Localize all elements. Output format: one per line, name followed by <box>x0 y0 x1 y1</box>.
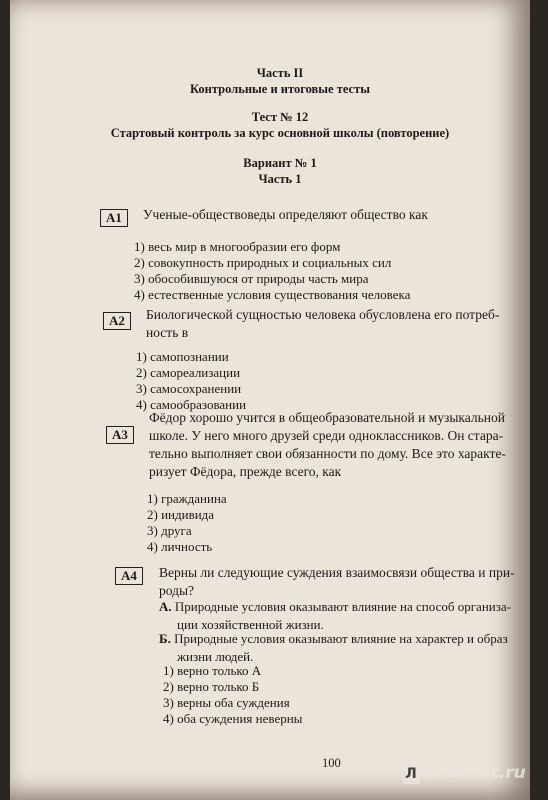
a2-option-1: 1) самопознании <box>136 349 229 364</box>
a2-option-2: 2) самореализации <box>136 365 241 380</box>
watermark <box>402 763 526 784</box>
part-title: Часть II <box>256 66 304 80</box>
a1-option-1: 1) весь мир в многообразии его форм <box>134 239 341 254</box>
a4-statement-b: Б. Природные условия оказывают влияние на характер и образ жизни людей. <box>159 631 508 664</box>
a3-option-3: 3) друга <box>147 523 192 538</box>
question-code-a2: A2 <box>103 312 131 330</box>
question-text-a3: Фёдор хорошо учится в общеобразовательной и музыкальной школе. У него много друзей среди одноклассников. Он стара- тельно выполняет свои обязанности по дому. Все это характе- ризует Фёдора, прежде всего, как <box>149 410 506 479</box>
question-text-a2: Биологической сущностью человека обусловлена его потреб- ность в <box>146 307 500 340</box>
a1-option-2: 2) совокупность природных и социальных сил <box>134 255 392 270</box>
a4-option-4: 4) оба суждения неверны <box>163 711 303 726</box>
a4-statement-a: А. Природные условия оказывают влияние на способ организа- ции хозяйственной жизни. <box>159 599 511 632</box>
section-title: Часть 1 <box>258 172 302 186</box>
page-number: 100 <box>322 756 341 770</box>
labirint-logo-icon: Л <box>402 764 420 784</box>
a2-option-4: 4) самообразовании <box>136 397 247 412</box>
question-text-a4: Верны ли следующие суждения взаимосвязи общества и при- роды? <box>159 565 515 598</box>
a1-option-3: 3) обособившуюся от природы часть мира <box>134 271 369 286</box>
part-subtitle: Контрольные и итоговые тесты <box>189 82 370 96</box>
a3-option-1: 1) гражданина <box>147 491 227 506</box>
question-text-a1: Ученые-обществоведы определяют общество как <box>143 207 428 222</box>
question-code-a4: A4 <box>115 567 143 585</box>
variant-title: Вариант № 1 <box>243 156 317 170</box>
book-page <box>10 0 530 800</box>
test-title: Стартовый контроль за курс основной школы (повторение) <box>110 126 450 140</box>
question-code-a1: A1 <box>100 209 128 227</box>
a4-option-3: 3) верны оба суждения <box>163 695 290 710</box>
test-number: Тест № 12 <box>251 110 309 124</box>
question-code-a3: A3 <box>106 426 134 444</box>
a2-option-3: 3) самосохранении <box>136 381 242 396</box>
watermark-text: Labirint.ru <box>424 763 526 783</box>
a4-option-1: 1) верно только А <box>163 663 262 678</box>
a1-option-4: 4) естественные условия существования человека <box>134 287 411 302</box>
a4-option-2: 2) верно только Б <box>163 679 260 694</box>
a3-option-2: 2) индивида <box>147 507 215 522</box>
a3-option-4: 4) личность <box>147 539 213 554</box>
